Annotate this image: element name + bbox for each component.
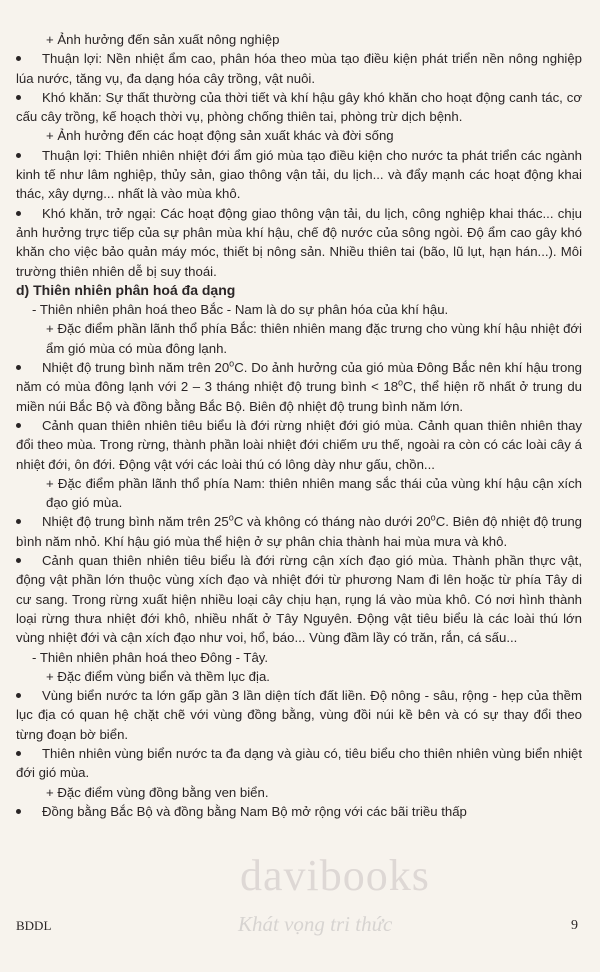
paragraph-north-south: - Thiên nhiên phân hoá theo Bắc - Nam là do sự phân hóa của khí hậu.: [32, 302, 449, 318]
bullet-sea-area: Vùng biển nước ta lớn gấp gần 3 lần diện tích đất liền. Độ nông - sâu, rộng - hẹp của thềm lục địa có quan hệ chặt chẽ với vùng đồng bằng, vùng đồi núi kề bên và có sự thay đổi theo từng đoạn bờ biển.: [16, 686, 582, 744]
subheading-south: + Đặc điểm phần lãnh thổ phía Nam: thiên nhiên mang sắc thái của vùng khí hậu cận xích đạo gió mùa.: [46, 475, 582, 511]
subheading-agriculture: + Ảnh hưởng đến sản xuất nông nghiệp: [46, 32, 280, 47]
bullet-south-temperature: Nhiệt độ trung bình năm trên 25$^o$C và không có tháng nào dưới 20$^o$C. Biên độ nhiệt độ trung bình năm nhỏ. Khí hậu gió mùa thể hiện ở sự phân chia thành hai mùa mưa và khô.: [16, 512, 582, 551]
bullet-sea-nature: Thiên nhiên vùng biển nước ta đa dạng và giàu có, tiêu biểu cho thiên nhiên vùng biển nhiệt đới gió mùa.: [16, 744, 582, 783]
page-number: 9: [571, 918, 578, 933]
watermark-slogan: Khát vọng tri thức: [238, 912, 393, 936]
subheading-north: + Đặc điểm phần lãnh thổ phía Bắc: thiên nhiên mang đặc trưng cho vùng khí hậu nhiệt đới ẩm gió mùa có mùa đông lạnh.: [46, 321, 582, 356]
bullet-south-landscape: Cảnh quan thiên nhiên tiêu biểu là đới rừng cận xích đạo gió mùa. Thành phần thực vật, động vật phần lớn thuộc vùng xích đạo và nhiệt đới từ phương Nam đi lên hoặc từ phía Tây di cư sang. Trong rừng xuất hiện nhiều loại cây chịu hạn, rụng lá vào mùa khô. Có nơi hình thành loại rừng thưa nhiệt đới khô, nhiều nhất ở Tây Nguyên. Động vật tiêu biểu là các loài thú lớn vùng nhiệt đới và cận xích đạo như voi, hổ, báo... Vùng đầm lầy có trăn, rắn, cá sấu...: [16, 551, 582, 647]
watermark-brand: davibooks: [240, 851, 430, 900]
page-body: [16, 30, 582, 821]
bullet-north-landscape: Cảnh quan thiên nhiên tiêu biểu là đới rừng nhiệt đới gió mùa. Cảnh quan thiên nhiên thay đổi theo mùa. Trong rừng, thành phần loài nhiệt đới chiếm ưu thế, ngoài ra còn có các loài cây á nhiệt đới, ôn đới. Động vật với các loài thú có lông dày như gấu, chồn...: [16, 416, 582, 474]
bullet-advantage-other: Thuận lợi: Thiên nhiên nhiệt đới ẩm gió mùa tạo điều kiện cho nước ta phát triển các ngành kinh tế như lâm nghiệp, thủy sản, giao thông vận tải, du lịch... và đẩy mạnh các hoạt động khai thác, xây dựng... nhất là vào mùa khô.: [16, 146, 582, 204]
bullet-advantage-agriculture: Thuận lợi: Nền nhiệt ẩm cao, phân hóa theo mùa tạo điều kiện phát triển nền nông nghiệp lúa nước, tăng vụ, đa dạng hóa cây trồng, vật nuôi.: [16, 49, 582, 88]
paragraph-east-west: - Thiên nhiên phân hoá theo Đông - Tây.: [32, 649, 269, 665]
bullet-difficulty-agriculture: Khó khăn: Sự thất thường của thời tiết và khí hậu gây khó khăn cho hoạt động canh tác, cơ cấu cây trồng, kế hoạch thời vụ, phòng chống thiên tai, phòng trừ dịch bệnh.: [16, 88, 582, 127]
bullet-coastal-plain: Đồng bằng Bắc Bộ và đồng bằng Nam Bộ mở rộng với các bãi triều thấp: [16, 802, 582, 821]
bullet-difficulty-other: Khó khăn, trở ngại: Các hoạt động giao thông vận tải, du lịch, công nghiệp khai thác... chịu ảnh hưởng trực tiếp của sự phân mùa khí hậu, chế độ nước của sông ngòi. Độ ẩm cao gây khó khăn cho việc bảo quản máy móc, thiết bị nông sản. Nhiều thiên tai (bão, lũ lụt, hạn hán...). Môi trường thiên nhiên dễ bị suy thoái.: [16, 204, 582, 281]
footer-book-code: BDDL: [16, 918, 52, 933]
bullet-north-temperature: Nhiệt độ trung bình năm trên 20$^o$C. Do ảnh hưởng của gió mùa Đông Bắc nên khí hậu trong năm có mùa đông lạnh với 2 – 3 tháng nhiệt độ trung bình < $18^oC$, thể hiện rõ nhất ở trung du miền núi Bắc Bộ và đồng bằng Bắc Bộ. Biên độ nhiệt độ trung bình năm lớn.: [16, 358, 582, 416]
subheading-sea: + Đặc điểm vùng biển và thềm lục địa.: [46, 668, 270, 684]
section-heading-d: d) Thiên nhiên phân hoá đa dạng: [16, 281, 236, 298]
subheading-coastal-plain: + Đặc điểm vùng đồng bằng ven biển.: [46, 784, 269, 800]
subheading-other-activities: + Ảnh hưởng đến các hoạt động sản xuất khác và đời sống: [46, 128, 394, 144]
